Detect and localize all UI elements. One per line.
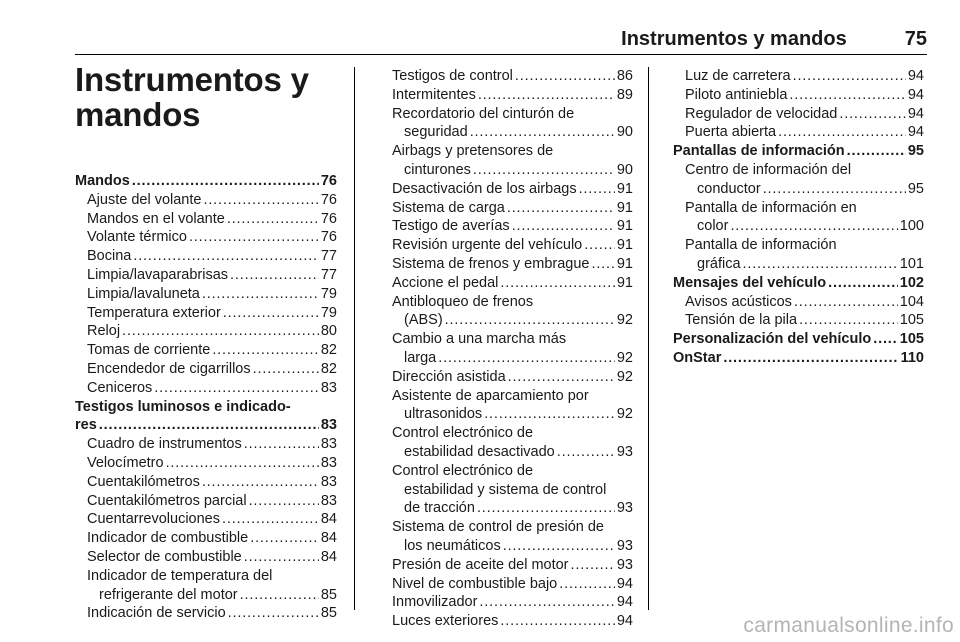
toc-entry[interactable] [380,142,633,180]
toc-entry-text: Mandos en el volante [87,210,225,227]
toc-entry-text: Testigos luminosos e indicado- [75,398,291,415]
toc-entry-text: seguridad [404,124,468,141]
toc-entry[interactable] [673,67,924,86]
dot-leader [584,236,615,255]
toc-page-number: 89 [616,86,633,103]
toc-entry-text: Control electrónico de [392,425,534,442]
dot-leader [244,435,319,454]
dot-leader [847,142,906,161]
dot-leader [500,612,614,631]
toc-entry[interactable] [380,105,633,143]
dot-leader [839,105,906,124]
toc-entry-text: OnStar [673,349,722,366]
toc-entry[interactable] [75,341,337,360]
toc-entry[interactable] [673,86,924,105]
page-number: 75 [904,28,927,50]
toc-entry[interactable] [673,349,924,368]
toc-entry-text: Intermitentes [392,86,476,103]
toc-entry[interactable] [75,360,337,379]
dot-leader [799,311,898,330]
dot-leader [500,274,614,293]
toc-entry-text: Cuentakilómetros parcial [87,492,247,509]
toc-entry-text: Regulador de velocidad [685,105,838,122]
toc-page-number: 83 [320,436,337,453]
toc-entry-text: Pantallas de información [673,143,845,160]
toc-entry-text: ultrasonidos [404,406,483,423]
toc-entry-text: Asistente de aparcamiento por [392,387,589,404]
toc-page-number: 92 [616,406,633,423]
dot-leader [212,341,319,360]
toc-entry[interactable] [380,612,633,631]
toc-entry[interactable] [673,330,924,349]
toc-entry-text: Piloto antiniebla [685,86,788,103]
dot-leader [873,330,898,349]
dot-leader [579,180,615,199]
dot-leader [591,255,614,274]
toc-page-number: 84 [320,530,337,547]
dot-leader [557,443,615,462]
dot-leader [240,586,319,605]
toc-entry[interactable] [380,462,633,518]
toc-entry-text: Antibloqueo de frenos [392,293,534,310]
toc-entry[interactable] [75,473,337,492]
section-title: Instrumentos y mandos [621,28,847,50]
toc-entry-text: Indicación de servicio [87,605,226,622]
toc-entry-text: Sistema de control de presión de [392,519,604,536]
toc-page-number: 91 [616,218,633,235]
toc-column-1 [75,172,337,623]
dot-leader [512,217,615,236]
toc-entry-text: Dirección asistida [392,368,506,385]
toc-entry-text: Mandos [75,173,130,189]
dot-leader [154,379,319,398]
toc-entry-text: Luz de carretera [685,68,791,84]
toc-entry-text: Airbags y pretensores de [392,143,554,160]
toc-entry-text: Cuadro de instrumentos [87,436,242,453]
toc-entry[interactable] [75,492,337,511]
toc-entry[interactable] [380,86,633,105]
toc-page-number: 94 [907,86,924,103]
dot-leader [470,123,615,142]
toc-entry[interactable] [75,191,337,210]
toc-entry[interactable] [380,199,633,218]
toc-page-number: 83 [320,473,337,490]
dot-leader [230,266,319,285]
toc-page-number: 101 [899,255,924,272]
toc-page-number: 92 [616,349,633,366]
dot-leader [473,161,615,180]
dot-leader [503,537,615,556]
toc-entry-text: Testigos de control [392,68,513,84]
toc-entry-text: Cambio a una marcha más [392,331,567,348]
toc-entry-text: Velocímetro [87,454,164,471]
toc-page-number: 77 [320,266,337,283]
toc-page-number: 94 [616,575,633,592]
toc-entry[interactable] [75,510,337,529]
toc-page-number: 77 [320,248,337,265]
toc-page-number: 104 [899,293,924,310]
dot-leader [477,499,615,518]
toc-entry[interactable] [75,247,337,266]
toc-entry-text: Recordatorio del cinturón de [392,105,575,122]
toc-page-number: 91 [616,274,633,291]
dot-leader [223,304,319,323]
toc-page-number: 82 [320,360,337,377]
toc-entry[interactable] [75,398,337,436]
toc-entry[interactable] [380,368,633,387]
toc-entry-text: Pantalla de información en [685,199,857,216]
dot-leader [249,492,319,511]
toc-entry[interactable] [75,548,337,567]
toc-entry[interactable] [673,236,924,274]
toc-entry[interactable] [673,105,924,124]
toc-page-number: 100 [899,218,924,235]
toc-page-number: 84 [320,511,337,528]
toc-entry-text: Tensión de la pila [685,312,798,329]
dot-leader [508,368,615,387]
toc-entry-text: Reloj [87,323,121,340]
toc-entry[interactable] [75,567,337,605]
toc-entry-text: Revisión urgente del vehículo [392,237,583,254]
toc-page-number: 83 [320,492,337,509]
toc-entry-text: conductor [697,180,761,197]
toc-entry-text: larga [404,349,437,366]
toc-entry-text: Volante térmico [87,229,187,246]
toc-entry-text: Indicador de temperatura del [87,567,273,584]
toc-page-number: 92 [616,368,633,385]
toc-page-number: 76 [320,191,337,208]
toc-entry-text: Personalización del vehículo [673,331,872,348]
chapter-title-line-2: mandos [75,96,201,134]
toc-entry-text: Ceniceros [87,379,153,396]
toc-page-number: 76 [320,229,337,246]
dot-leader [778,123,906,142]
dot-leader [166,454,319,473]
toc-entry[interactable] [75,529,337,548]
dot-leader [571,556,615,575]
dot-leader [445,311,615,330]
dot-leader [227,210,319,229]
toc-entry-text: gráfica [697,255,741,272]
toc-entry[interactable] [75,454,337,473]
toc-page-number: 93 [616,500,633,517]
dot-leader [484,405,615,424]
toc-page-number: 76 [320,210,337,227]
toc-entry-text: de tracción [404,500,475,517]
toc-entry-text: Nivel de combustible bajo [392,575,558,592]
toc-entry-text: estabilidad y sistema de control [404,481,607,498]
toc-entry[interactable] [380,424,633,462]
toc-entry[interactable] [380,293,633,331]
toc-entry[interactable] [380,255,633,274]
toc-page-number: 110 [900,349,924,366]
dot-leader [479,593,614,612]
toc-page-number: 90 [616,124,633,141]
toc-entry[interactable] [673,161,924,199]
toc-entry[interactable] [75,266,337,285]
dot-leader [202,285,319,304]
dot-leader [203,191,318,210]
toc-page-number: 102 [899,274,924,291]
toc-page-number: 85 [320,586,337,603]
toc-entry[interactable] [75,228,337,247]
toc-page-number: 105 [899,331,924,348]
toc-entry-text: Ajuste del volante [87,191,202,208]
dot-leader [222,510,319,529]
dot-leader [559,575,615,594]
toc-entry-text: Accione el pedal [392,274,499,291]
toc-page-number: 105 [899,312,924,329]
dot-leader [133,247,319,266]
toc-page-number: 94 [907,124,924,141]
toc-entry-text: Cuentarrevoluciones [87,511,220,528]
toc-entry-text: Centro de información del [685,161,852,178]
toc-page-number: 94 [907,68,924,84]
toc-entry-text: Puerta abierta [685,124,777,141]
dot-leader [122,322,319,341]
dot-leader [202,473,319,492]
dot-leader [250,529,319,548]
toc-entry[interactable] [75,379,337,398]
toc-page-number: 91 [616,199,633,216]
header-rule [75,54,927,55]
toc-page-number: 93 [616,537,633,554]
toc-entry-text: Sistema de frenos y embrague [392,255,590,272]
toc-page-number: 91 [616,255,633,272]
toc-entry-text: Sistema de carga [392,199,505,216]
running-header [75,28,927,54]
watermark: carmanualsonline.info [743,614,954,637]
dot-leader [132,172,319,191]
toc-page-number: 86 [616,68,633,84]
toc-page-number: 95 [907,143,924,160]
toc-entry-text: Control electrónico de [392,462,534,479]
toc-page-number: 82 [320,342,337,359]
toc-page-number: 79 [320,285,337,302]
toc-entry-text: Limpia/lavaparabrisas [87,266,229,283]
toc-page-number: 84 [320,548,337,565]
toc-entry-text: Bocina [87,248,132,265]
toc-entry[interactable] [673,142,924,161]
toc-entry-text: Desactivación de los airbags [392,180,577,197]
toc-page-number: 95 [907,180,924,197]
toc-entry[interactable] [75,285,337,304]
toc-page-number: 93 [616,443,633,460]
dot-leader [99,416,319,435]
toc-page-number: 92 [616,312,633,329]
toc-entry[interactable] [380,274,633,293]
toc-entry-text: Avisos acústicos [685,293,792,310]
dot-leader [507,199,615,218]
toc-entry-text: (ABS) [404,312,443,329]
toc-entry[interactable] [673,293,924,312]
dot-leader [743,255,898,274]
toc-page-number: 94 [616,594,633,611]
toc-page-number: 83 [320,379,337,396]
dot-leader [794,293,898,312]
toc-entry-text: Indicador de combustible [87,530,249,547]
toc-page-number: 91 [616,180,633,197]
toc-entry-text: Luces exteriores [392,613,499,630]
toc-entry[interactable] [673,311,924,330]
chapter-title [75,62,345,133]
dot-leader [730,217,897,236]
dot-leader [228,604,319,623]
toc-page-number: 83 [320,454,337,471]
toc-entry[interactable] [75,210,337,229]
toc-entry[interactable] [75,604,337,623]
toc-entry[interactable] [75,304,337,323]
toc-entry-text: Testigo de averías [392,218,510,235]
toc-page-number: 90 [616,161,633,178]
toc-entry-text: Mensajes del vehículo [673,274,827,291]
dot-leader [828,274,898,293]
toc-entry[interactable] [380,575,633,594]
column-divider-2 [648,67,649,610]
toc-entry[interactable] [673,123,924,142]
toc-page-number: 76 [320,173,337,189]
toc-page-number: 85 [320,605,337,622]
toc-entry[interactable] [380,236,633,255]
toc-entry-text: estabilidad desactivado [404,443,555,460]
dot-leader [763,180,906,199]
toc-entry-text: Inmovilizador [392,594,478,611]
dot-leader [793,67,906,86]
toc-page-number: 94 [907,105,924,122]
toc-page-number: 91 [616,237,633,254]
toc-page-number: 79 [320,304,337,321]
toc-entry-text: Pantalla de información [685,237,837,254]
toc-entry-text: Limpia/lavaluneta [87,285,200,302]
dot-leader [789,86,905,105]
toc-column-2 [380,67,633,631]
toc-entry-text: Encendedor de cigarrillos [87,360,251,377]
dot-leader [244,548,319,567]
toc-entry-text: Tomas de corriente [87,342,211,359]
toc-entry-text: color [697,218,729,235]
toc-entry-text: Cuentakilómetros [87,473,200,490]
dot-leader [438,349,615,368]
toc-entry[interactable] [380,556,633,575]
toc-entry[interactable] [380,387,633,425]
dot-leader [189,228,319,247]
toc-page-number: 83 [320,417,337,434]
toc-page-number: 93 [616,556,633,573]
toc-entry[interactable] [380,518,633,556]
toc-entry-text: Presión de aceite del motor [392,556,569,573]
toc-entry-text: refrigerante del motor [99,586,238,603]
toc-entry[interactable] [380,593,633,612]
toc-entry[interactable] [380,67,633,86]
toc-page-number: 80 [320,323,337,340]
toc-entry[interactable] [75,322,337,341]
chapter-title-line-1: Instrumentos y [75,61,309,98]
toc-entry[interactable] [380,180,633,199]
dot-leader [723,349,898,368]
toc-column-3 [673,67,924,368]
toc-entry[interactable] [75,172,337,191]
dot-leader [515,67,615,86]
column-divider-1 [354,67,355,610]
toc-entry[interactable] [380,217,633,236]
toc-entry[interactable] [673,199,924,237]
toc-entry-text: res [75,417,97,434]
toc-entry-text: los neumáticos [404,537,501,554]
toc-entry-text: cinturones [404,161,471,178]
toc-entry[interactable] [75,435,337,454]
toc-entry-text: Selector de combustible [87,548,242,565]
dot-leader [253,360,319,379]
dot-leader [478,86,615,105]
toc-page-number: 94 [616,613,633,630]
toc-entry[interactable] [673,274,924,293]
toc-entry[interactable] [380,330,633,368]
toc-entry-text: Temperatura exterior [87,304,221,321]
